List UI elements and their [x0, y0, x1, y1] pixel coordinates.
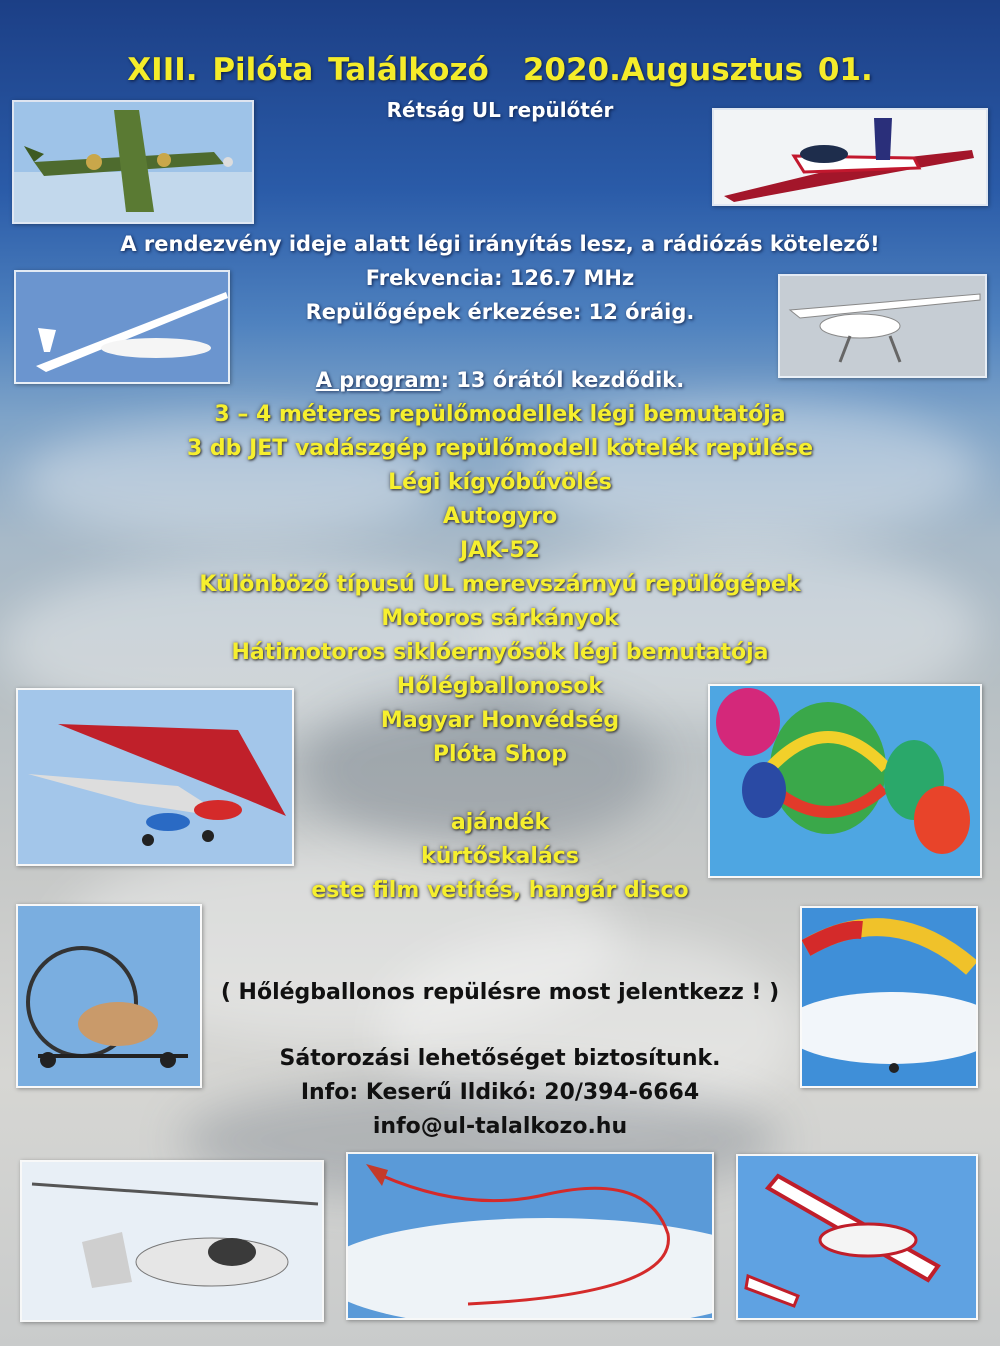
venue: Rétság UL repülőtér — [386, 98, 614, 122]
program-item: 3 – 4 méteres repülőmodellek légi bemutatója — [214, 402, 786, 427]
sky-snake-photo — [346, 1152, 714, 1320]
extra-item: este film vetítés, hangár disco — [311, 878, 689, 903]
contact-email[interactable]: info@ul-talalkozo.hu — [372, 1114, 628, 1139]
program-item: Hátimotoros siklóernyősök légi bemutatója — [231, 640, 769, 665]
program-item: Magyar Honvédség — [380, 708, 620, 733]
balloon-signup-note: ( Hőlégballonos repülésre most jelentkezz ! ) — [220, 980, 780, 1005]
autogyro-photo — [20, 1160, 324, 1322]
program-item: Motoros sárkányok — [381, 606, 619, 631]
program-label: A program — [315, 368, 441, 392]
program-item: Különböző típusú UL merevszárnyú repülőgépek — [199, 572, 801, 597]
extra-item: ajándék — [450, 810, 550, 835]
program-item: Plóta Shop — [432, 742, 568, 767]
arrival-time: Repülőgépek érkezése: 12 óráig. — [305, 300, 695, 324]
frequency: Frekvencia: 126.7 MHz — [365, 266, 635, 290]
aerobatic-plane-photo — [736, 1154, 978, 1320]
program-item: 3 db JET vadászgép repülőmodell kötelék repülése — [186, 436, 814, 461]
program-start: : 13 órától kezdődik. — [440, 368, 685, 392]
program-heading — [0, 368, 1000, 392]
program-item: Autogyro — [442, 504, 558, 529]
camping-info: Sátorozási lehetőséget biztosítunk. — [279, 1046, 721, 1071]
title-date: 2020.Augusztus 01. — [522, 52, 873, 88]
title-event-name: XIII. Pilóta Találkozó — [127, 52, 489, 88]
poster-title — [0, 52, 1000, 88]
program-item: JAK-52 — [459, 538, 541, 563]
program-item: Hőlégballonosok — [396, 674, 604, 699]
contact-info: Info: Keserű Ildikó: 20/394-6664 — [300, 1080, 700, 1105]
air-control-notice: A rendezvény ideje alatt légi irányítás lesz, a rádiózás kötelező! — [120, 232, 880, 256]
extra-item: kürtőskalács — [421, 844, 579, 869]
program-item: Légi kígyóbűvölés — [388, 470, 612, 495]
sport-airplane-photo — [712, 108, 988, 206]
